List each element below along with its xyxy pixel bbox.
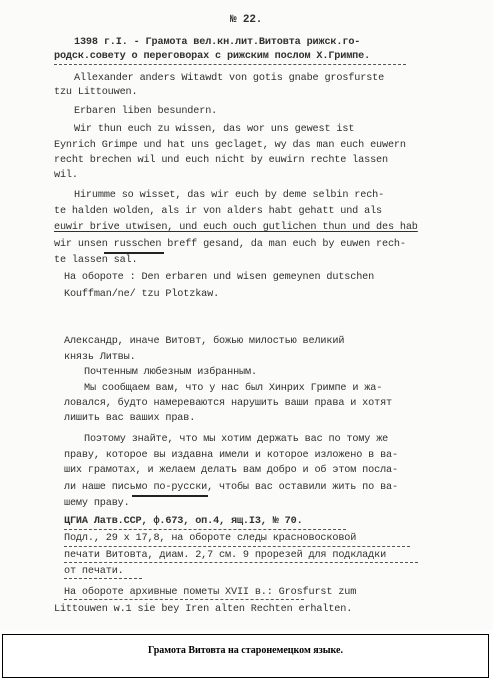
- russian-line: Мы сообщаем вам, что у нас был Хинрих Гримпе и жа-: [84, 383, 383, 394]
- german-line: te halden wolden, als ir von alders habt gehatt und als: [54, 206, 382, 217]
- archive-notes-line: Littouwen w.1 sie bey Iren alten Rechten erhalten.: [54, 604, 353, 615]
- russchen-underline: [104, 252, 164, 254]
- archive-reference: ЦГИА Латв.ССР, ф.673, оп.4, ящ.I3, № 70.: [64, 516, 303, 527]
- description-line: от печати.: [64, 566, 124, 577]
- german-line: Erbaren liben besundern.: [74, 106, 218, 117]
- russian-line: ловался, будто намереваются нарушить ваши права и хотят: [64, 398, 392, 409]
- russian-line: шему праву.: [64, 498, 130, 509]
- description-line: Подл., 29 х 17,8, на обороте следы красновосковой: [64, 533, 357, 544]
- description-underline: [64, 546, 410, 547]
- russian-line: праву, которое вы издавна имели и которое изложено в ва-: [64, 450, 398, 461]
- verso-address-line: Kouffman/ne/ tzu Plotzkaw.: [64, 289, 220, 300]
- german-line: te lassen sal.: [54, 255, 138, 266]
- description-underline: [64, 562, 418, 563]
- description-underline: [64, 578, 142, 579]
- russian-line: Александр, иначе Витовт, божью милостью великий: [64, 336, 345, 347]
- german-line: recht brechen wil und euch nicht by euwirn rechte lassen: [54, 155, 388, 166]
- german-line: Allexander anders Witawdt von gotis gnabe grosfurste: [74, 73, 385, 84]
- archive-notes-underline: [64, 599, 304, 600]
- german-line: Hirumme so wisset, das wir euch by deme selbin rech-: [74, 190, 385, 201]
- po-russki-underline: [132, 495, 208, 497]
- archive-notes-line: На обороте архивные пометы XVII в.: Grosfurst zum: [64, 587, 357, 598]
- document-number: № 22.: [230, 14, 263, 26]
- russian-line: Поэтому знайте, что мы хотим держать вас по тому же: [84, 434, 389, 445]
- german-line: Eynrich Grimpe und hat uns geclaget, wy das man euch euwern: [54, 140, 406, 151]
- russian-line: ли наше письмо по-русски, чтобы вас оставили жить по ва-: [64, 482, 398, 493]
- archive-reference-underline: [64, 529, 346, 530]
- german-line: euwir brive utwisen, und euch ouch gutlichen thun und des hab: [54, 222, 418, 233]
- heading-line-1: 1398 г.I. - Грамота вел.кн.лит.Витовта рижск.го-: [74, 37, 361, 48]
- german-line: wil.: [54, 170, 78, 181]
- german-line: wir unsen russchen breff gesand, da man euch by euwen rech-: [54, 239, 406, 250]
- russian-line: лишить вас ваших прав.: [64, 413, 196, 424]
- heading-underline: [54, 64, 406, 65]
- heading-line-2: родск.совету о переговорах с рижским послом Х.Гримпе.: [54, 51, 371, 62]
- russian-line: князь Литвы.: [64, 352, 136, 363]
- german-line: Wir thun euch zu wissen, das wor uns gewest ist: [74, 124, 355, 135]
- russian-line: ших грамотах, и желаем делать вам добро и об этом посла-: [64, 465, 398, 476]
- verso-address-line: На обороте : Den erbaren und wisen gemeynen dutschen: [64, 272, 375, 283]
- russian-line: Почтенным любезным избранным.: [84, 367, 257, 378]
- german-line: tzu Littouwen.: [54, 87, 138, 98]
- caption: Грамота Витовта на старонемецком языке.: [148, 645, 343, 656]
- caption-box: [2, 634, 489, 678]
- description-line: печати Витовта, диам. 2,7 см. 9 прорезей для подкладки: [64, 550, 387, 561]
